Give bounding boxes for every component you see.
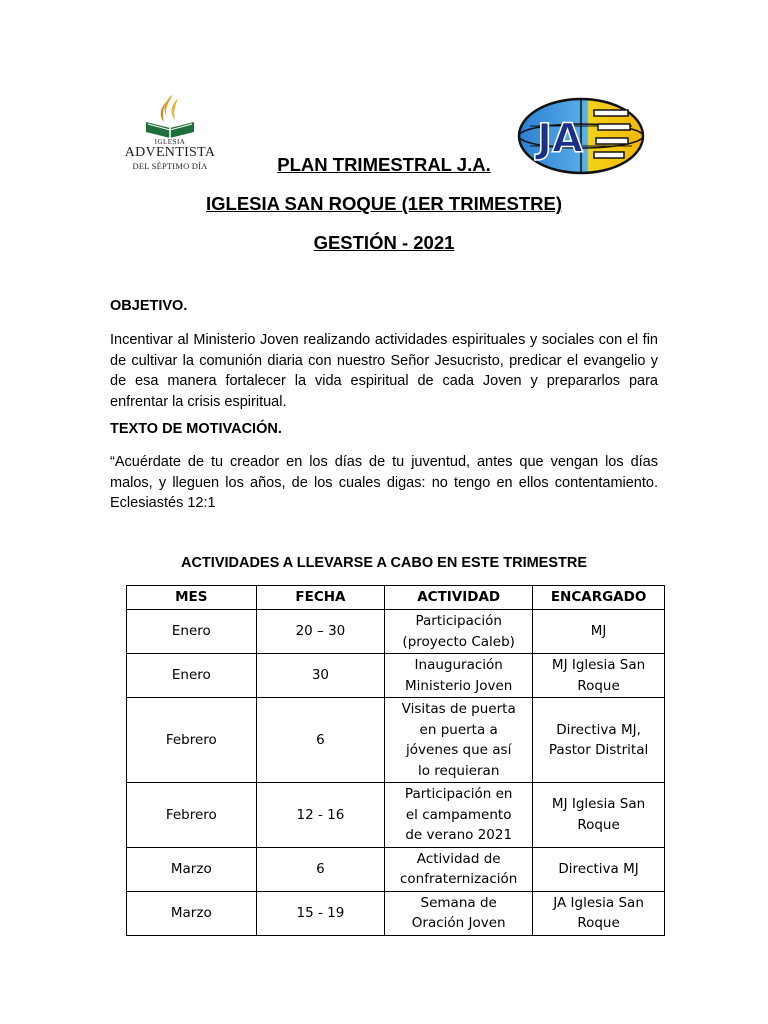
cell-actividad-line: jóvenes que así	[406, 742, 512, 758]
cell-actividad	[385, 698, 533, 783]
motivacion-heading: TEXTO DE MOTIVACIÓN.	[110, 421, 282, 437]
cell-encargado-line: Roque	[577, 677, 620, 694]
cell-actividad-line: Inauguración	[414, 657, 503, 673]
cell-fecha: 15 - 19	[256, 891, 385, 935]
cell-encargado	[533, 610, 665, 654]
cell-fecha: 12 - 16	[256, 783, 385, 848]
cell-fecha: 30	[256, 654, 385, 698]
cell-actividad-line: Visitas de puerta	[401, 701, 516, 717]
cell-fecha: 6	[256, 847, 385, 891]
cell-actividad-line: de verano 2021	[405, 827, 513, 843]
cell-encargado-line: MJ	[590, 623, 607, 640]
cell-actividad-line: en puerta a	[419, 721, 498, 738]
cell-encargado	[533, 891, 665, 935]
cell-mes: Febrero	[127, 783, 257, 848]
actividades-table	[126, 585, 665, 936]
cell-mes: Febrero	[127, 698, 257, 783]
cell-actividad-line: confraternización	[399, 871, 518, 887]
cell-actividad-line: el campamento	[405, 806, 512, 823]
table-row	[127, 654, 665, 698]
cell-actividad-line: Participación en	[404, 786, 513, 802]
cell-encargado	[533, 654, 665, 698]
cell-encargado-line: MJ Iglesia San	[551, 657, 646, 673]
cell-actividad-line: Ministerio Joven	[405, 677, 513, 694]
cell-mes: Marzo	[127, 847, 257, 891]
logo-line-3: DEL SÉPTIMO DÍA	[132, 161, 208, 171]
cell-encargado	[533, 698, 665, 783]
column-header-encargado: ENCARGADO	[533, 586, 665, 610]
cell-fecha: 6	[256, 698, 385, 783]
cell-encargado-line: Roque	[577, 816, 620, 833]
actividades-heading: ACTIVIDADES A LLEVARSE A CABO EN ESTE TRIMESTRE	[180, 555, 588, 571]
cell-actividad-line: Actividad de	[416, 850, 501, 867]
cell-encargado	[533, 783, 665, 848]
cell-mes: Enero	[127, 654, 257, 698]
objetivo-text: Incentivar al Ministerio Joven realizando actividades espirituales y sociales con el fin de cultivar la comunión diaria con nuestro Señor Jesucristo, predicar el evangelio y de esa manera fortalecer la vida espiritual de cada Joven y prepararlos para enfrentar la crisis espiritual.	[110, 332, 658, 410]
column-header-actividad: ACTIVIDAD	[385, 586, 533, 610]
cell-encargado-line: MJ Iglesia San	[551, 796, 646, 813]
table-row	[127, 847, 665, 891]
cell-mes: Enero	[127, 610, 257, 654]
cell-encargado-line: Roque	[577, 915, 620, 931]
cell-actividad-line: Participación	[415, 613, 502, 629]
cell-actividad	[385, 654, 533, 698]
cell-actividad-line: lo requieran	[417, 762, 500, 779]
cell-actividad-line: Semana de	[420, 894, 497, 911]
cell-encargado-line: Directiva MJ	[558, 860, 639, 877]
page-title: PLAN TRIMESTRAL J.A.	[277, 154, 491, 175]
cell-encargado	[533, 847, 665, 891]
motivacion-text: “Acuérdate de tu creador en los días de tu juventud, antes que vengan los días malos, y lleguen los años, de los cuales digas: no tengo en ellos contentamiento. Eclesiastés 12:1	[110, 454, 658, 511]
table-header-row	[127, 586, 665, 610]
page-gestion: GESTIÓN - 2021	[313, 232, 455, 253]
cell-encargado-line: Pastor Distrital	[548, 742, 649, 758]
table-row	[127, 783, 665, 848]
cell-actividad	[385, 610, 533, 654]
cell-actividad-line: Oración Joven	[411, 915, 506, 931]
cell-encargado-line: JA Iglesia San	[553, 894, 644, 911]
adventist-flame-icon	[140, 92, 200, 142]
logo-line-2: ADVENTISTA	[124, 145, 216, 160]
cell-fecha: 20 – 30	[256, 610, 385, 654]
cell-encargado-line: Directiva MJ,	[556, 721, 641, 738]
objetivo-heading: OBJETIVO.	[110, 298, 188, 314]
page-subtitle: IGLESIA SAN ROQUE (1ER TRIMESTRE)	[206, 193, 562, 214]
cell-actividad	[385, 783, 533, 848]
cell-mes: Marzo	[127, 891, 257, 935]
table-row	[127, 610, 665, 654]
cell-actividad-line: (proyecto Caleb)	[402, 633, 515, 650]
cell-actividad	[385, 847, 533, 891]
table-row	[127, 891, 665, 935]
logo-line-1: IGLESIA	[154, 138, 186, 146]
ja-logo-text: JA	[537, 116, 583, 162]
column-header-mes: MES	[127, 586, 257, 610]
cell-actividad	[385, 891, 533, 935]
column-header-fecha: FECHA	[256, 586, 385, 610]
table-row	[127, 698, 665, 783]
